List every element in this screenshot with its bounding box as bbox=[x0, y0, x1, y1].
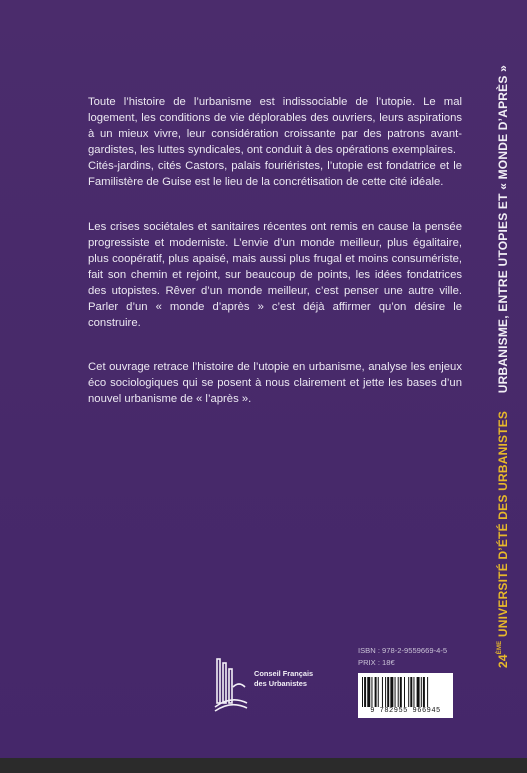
blurb-paragraph-4: Cet ouvrage retrace l’histoire de l’utopie en urbanisme, analyse les enjeux éco sociologiques qui se posent à nous clairement et jette les bases d’un nouvel urbanisme de « l’après ». bbox=[88, 361, 462, 406]
spine-text bbox=[496, 65, 510, 668]
blurb-paragraph-1: Toute l’histoire de l’urbanisme est indissociable de l’utopie. Le mal logement, les conditions de vie déplorables des ouvriers, leurs aspirations à un mieux vivre, leur considération croissante par des patrons avant-gardistes, les luttes syndicales, ont conduit à des opérations exemplaires. bbox=[88, 96, 462, 157]
publisher-logo-icon bbox=[213, 657, 249, 713]
spine-event: 24ÈME UNIVERSITÉ D’ÉTÉ DES URBANISTES bbox=[496, 410, 510, 668]
isbn: ISBN : 978-2-9559669-4-5 bbox=[358, 646, 448, 655]
isbn-block bbox=[358, 645, 447, 669]
blurb-paragraph-3: Les crises sociétales et sanitaires récentes ont remis en cause la pensée progressiste et moderniste. L’envie d’un monde meilleur, plus égalitaire, plus coopératif, plus apaisé, mais aussi plus frugal et moins consumériste, fait son chemin et rejoint, sur beaucoup de points, les idées fondatrices des utopistes. Rêver d’un monde meilleur, c’est penser une autre ville. Parler d’un « monde d’après » c’est déjà affirmer qu’on désire le construire. bbox=[88, 220, 462, 330]
price: PRIX : 18€ bbox=[358, 658, 395, 667]
barcode bbox=[358, 673, 453, 718]
blurb bbox=[88, 94, 462, 408]
spine-title: URBANISME, ENTRE UTOPIES ET « MONDE D’APRÈS » bbox=[496, 65, 510, 394]
publisher-name: Conseil Français des Urbanistes bbox=[254, 669, 314, 688]
bottom-strip bbox=[0, 758, 527, 773]
blurb-paragraph-2: Cités-jardins, cités Castors, palais fouriéristes, l’utopie est fondatrice et le Familistère de Guise est le lieu de la concrétisation de cette cité idéale. bbox=[88, 160, 462, 189]
barcode-digits: 9 782955 966945 bbox=[370, 707, 441, 715]
